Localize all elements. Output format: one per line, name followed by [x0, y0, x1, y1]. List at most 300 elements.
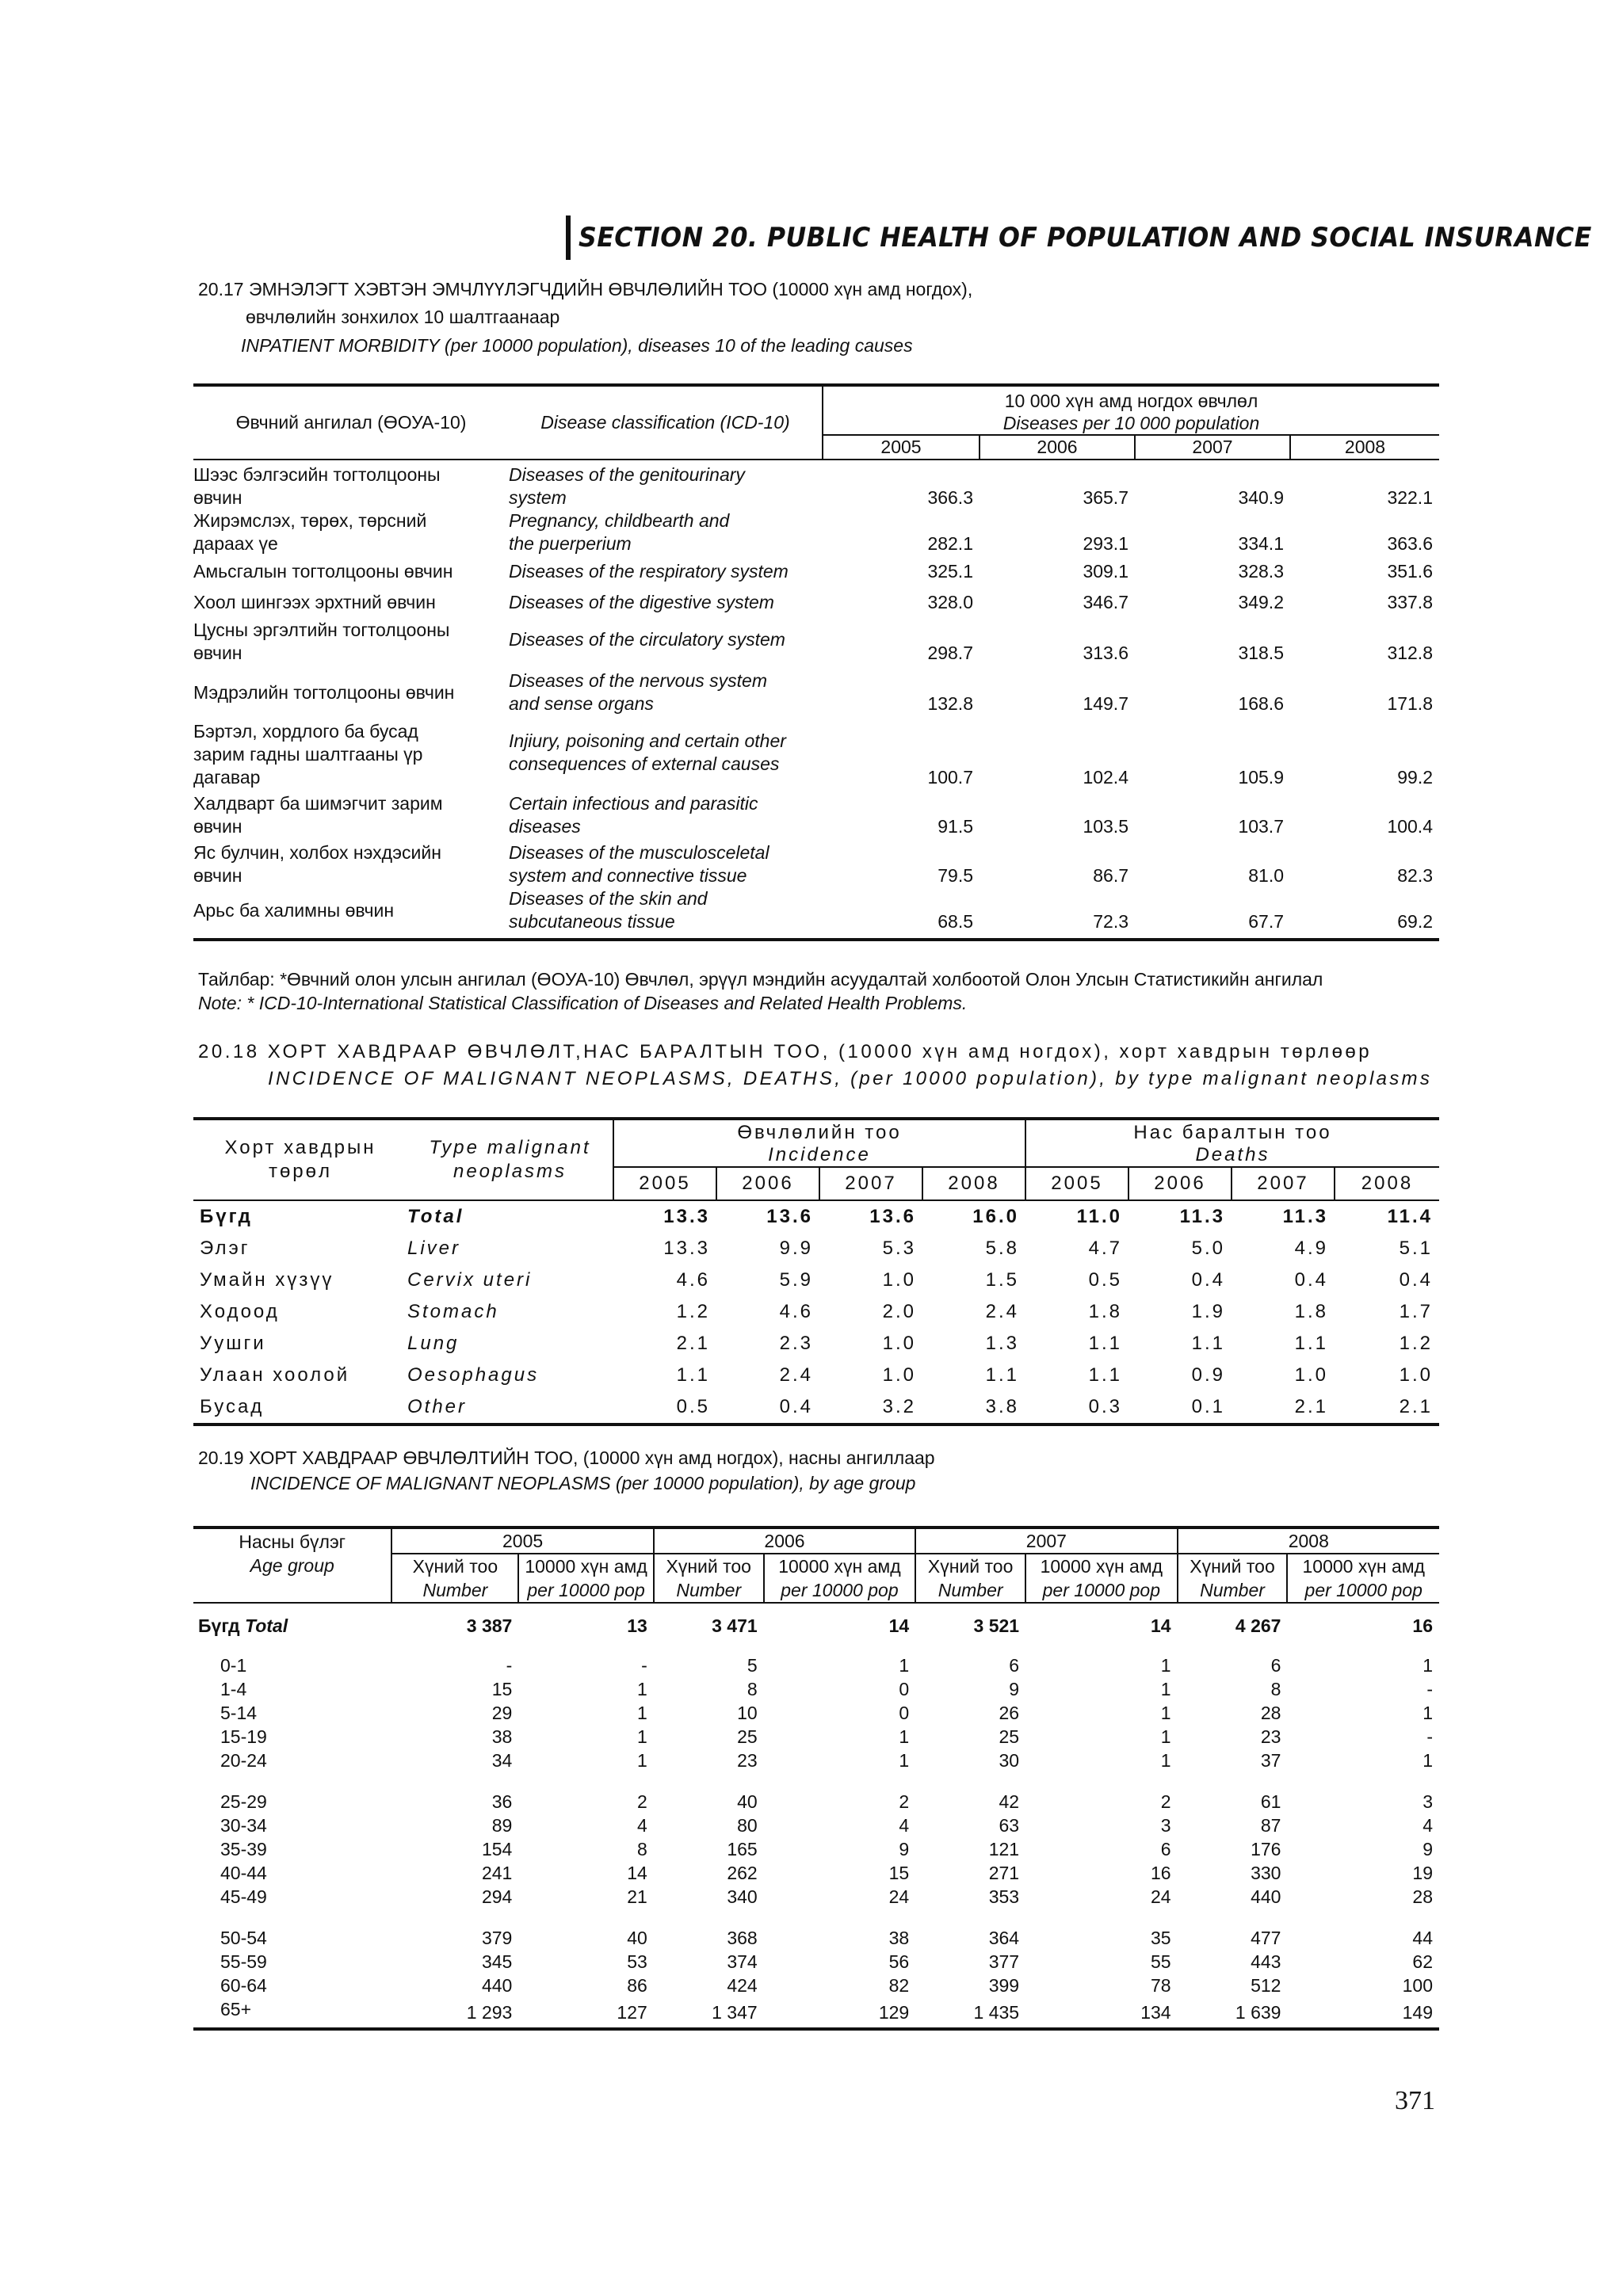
- cell: 63: [999, 1815, 1020, 1836]
- cell: 5.9: [779, 1269, 813, 1291]
- cell: 1.2: [676, 1301, 710, 1322]
- cell: 28: [1412, 1886, 1433, 1907]
- cell: 5.8: [985, 1238, 1019, 1259]
- cell: 1: [637, 1679, 647, 1699]
- t17-year: 2005: [823, 435, 980, 460]
- cell: 10: [737, 1703, 758, 1723]
- cell: 40: [627, 1928, 647, 1948]
- age-group-label: 35-39: [220, 1839, 267, 1859]
- cell: 8: [747, 1679, 758, 1699]
- cell: 15: [491, 1679, 513, 1699]
- cell: 13.3: [663, 1238, 710, 1259]
- age-group-label: 45-49: [220, 1886, 267, 1907]
- cell: 13.6: [766, 1206, 813, 1227]
- cell: 5.3: [882, 1238, 916, 1259]
- cell: 9: [1423, 1839, 1433, 1859]
- group-spacer: [193, 1772, 1439, 1790]
- cell: 1.8: [1294, 1301, 1328, 1322]
- cell: 1 435: [973, 2002, 1020, 2023]
- cell: 1: [1423, 1703, 1433, 1723]
- cell: 9: [1009, 1679, 1020, 1699]
- cell: 21: [627, 1886, 647, 1907]
- cell: 337.8: [1387, 592, 1433, 612]
- row-label-mn: дагавар: [193, 767, 261, 788]
- page-number: 371: [1395, 2086, 1435, 2115]
- cell: 322.1: [1387, 487, 1433, 508]
- cell: 3 521: [973, 1615, 1020, 1636]
- cell: 293.1: [1083, 533, 1128, 554]
- t18-year: 2007: [819, 1167, 922, 1200]
- t19-sub-rate-mn: 10000 хүн амд: [525, 1556, 647, 1577]
- row-label-mn: Яс булчин, холбох нэхдэсийн: [193, 842, 441, 863]
- t19-sub-header-row: [193, 1554, 1439, 1603]
- table-row: [193, 555, 1439, 583]
- t17-header-row: [193, 385, 1439, 435]
- t18-title-mn: 20.18 ХОРТ ХАВДРААР ӨВЧЛӨЛТ,НАС БАРАЛТЫН ТОО, (10000 хүн амд ногдох), хорт хавдрын төрлөөр: [198, 1041, 1373, 1062]
- cell: 11.0: [1076, 1206, 1122, 1227]
- cell: 1: [1160, 1679, 1171, 1699]
- t19-sub-rate-mn: 10000 хүн амд: [1302, 1556, 1425, 1577]
- cell: 4: [1423, 1815, 1433, 1836]
- cell: 440: [1251, 1886, 1281, 1907]
- t18-year: 2007: [1232, 1167, 1335, 1200]
- row-label-mn: Жирэмслэх, төрөх, төрсний: [193, 510, 427, 531]
- t19-year-header-row: [193, 1527, 1439, 1554]
- cell: 241: [481, 1863, 513, 1883]
- row-label-mn: Бэртэл, хордлого ба бусад: [193, 721, 418, 742]
- cell: 14: [888, 1615, 910, 1636]
- inpatient-morbidity-table: [193, 383, 1439, 941]
- cell: 1.0: [882, 1364, 916, 1386]
- cell: 443: [1251, 1951, 1281, 1972]
- age-group-label: 1-4: [220, 1679, 247, 1699]
- cell: 1.8: [1088, 1301, 1122, 1322]
- cell: 2.1: [676, 1333, 710, 1354]
- t18-col-en-1: Type malignant: [429, 1137, 591, 1158]
- cell: 1.5: [985, 1269, 1019, 1291]
- cell: 365.7: [1083, 487, 1128, 508]
- cell: 424: [727, 1975, 758, 1996]
- row-label-en: Stomach: [407, 1301, 499, 1322]
- table-row: [193, 1950, 1439, 1974]
- row-label-en: Other: [407, 1396, 468, 1417]
- row-label-mn: Умайн хүзүү: [200, 1269, 334, 1291]
- cell: 1.9: [1191, 1301, 1225, 1322]
- cell: 11.4: [1387, 1206, 1433, 1227]
- t19-body: [193, 1638, 1439, 2029]
- cell: 79.5: [938, 865, 973, 886]
- cell: 1: [899, 1655, 910, 1676]
- cell: 55: [1150, 1951, 1171, 1972]
- cell: 368: [727, 1928, 758, 1948]
- cell: 13.3: [663, 1206, 710, 1227]
- cell: 82.3: [1397, 865, 1433, 886]
- cell: 3.2: [882, 1396, 916, 1417]
- cell: 168.6: [1238, 693, 1284, 714]
- cell: 2.4: [985, 1301, 1019, 1322]
- malignant-neoplasms-age-table: [193, 1526, 1439, 2031]
- cell: 1: [637, 1750, 647, 1771]
- row-label-en: and sense organs: [509, 693, 654, 714]
- t17-col-mn: Өвчний ангилал (ӨОУА-10): [193, 385, 509, 460]
- table-row: [193, 460, 1439, 509]
- t19-title-mn: 20.19 ХОРТ ХАВДРААР ӨВЧЛӨЛТИЙН ТОО, (10000 хүн амд ногдох), насны ангиллаар: [198, 1447, 935, 1468]
- cell: 1.0: [1294, 1364, 1328, 1386]
- t18-deaths-mn: Нас баралтын тоо: [1133, 1122, 1332, 1143]
- cell: 87: [1260, 1815, 1281, 1836]
- cell: 345: [481, 1951, 513, 1972]
- cell: 68.5: [823, 887, 980, 940]
- cell: 100: [1402, 1975, 1433, 1996]
- cell: 38: [888, 1928, 910, 1948]
- cell: 81.0: [1248, 865, 1284, 886]
- cell: 353: [988, 1886, 1020, 1907]
- table-row: [193, 887, 1439, 940]
- row-label-mn: Улаан хоолой: [200, 1364, 350, 1386]
- row-label-mn: Халдварт ба шимэгчит зарим: [193, 793, 443, 814]
- row-label-en: consequences of external causes: [509, 753, 780, 774]
- cell: 15: [888, 1863, 910, 1883]
- row-label-mn: Цусны эргэлтийн тогтолцооны: [193, 620, 450, 640]
- cell: 26: [999, 1703, 1020, 1723]
- cell: -: [506, 1655, 513, 1676]
- cell: 132.8: [927, 693, 973, 714]
- t18-year: 2005: [613, 1167, 716, 1200]
- cell: 318.5: [1238, 643, 1284, 663]
- cell: 325.1: [927, 561, 973, 582]
- table-row: [193, 1677, 1439, 1701]
- table-row: [193, 583, 1439, 614]
- cell: 56: [888, 1951, 910, 1972]
- table-row: [193, 665, 1439, 715]
- cell: 3.8: [985, 1396, 1019, 1417]
- cell: 4 267: [1235, 1615, 1281, 1636]
- cell: 0.1: [1191, 1396, 1225, 1417]
- t17-year: 2007: [1135, 435, 1290, 460]
- cell: 271: [988, 1863, 1020, 1883]
- row-label-mn: Бусад: [200, 1396, 265, 1417]
- cell: 11.3: [1179, 1206, 1225, 1227]
- t19-sub-rate-mn: 10000 хүн амд: [778, 1556, 901, 1577]
- cell: 2.1: [1294, 1396, 1328, 1417]
- cell: 72.3: [980, 887, 1135, 940]
- cell: 103.5: [1083, 816, 1128, 837]
- cell: 1.1: [1294, 1333, 1328, 1354]
- table-row: [193, 789, 1439, 838]
- row-label-mn: өвчин: [193, 816, 242, 837]
- cell: 340.9: [1238, 487, 1284, 508]
- t19-year: 2007: [915, 1527, 1177, 1554]
- row-label-en: Diseases of the respiratory system: [509, 561, 789, 582]
- cell: 35: [1150, 1928, 1171, 1948]
- cell: 61: [1260, 1791, 1281, 1812]
- cell: 8: [1270, 1679, 1281, 1699]
- table-row: [193, 1885, 1439, 1909]
- cell: 346.7: [1083, 592, 1128, 612]
- cell: 121: [988, 1839, 1020, 1859]
- cell: 0: [899, 1703, 910, 1723]
- row-label-mn: Бүгд: [200, 1206, 253, 1227]
- cell: 6: [1160, 1839, 1171, 1859]
- cell: 477: [1251, 1928, 1281, 1948]
- table-row: [193, 1200, 1439, 1233]
- cell: 103.7: [1238, 816, 1284, 837]
- cell: 38: [491, 1726, 513, 1747]
- t19-year: 2008: [1178, 1527, 1439, 1554]
- cell: 312.8: [1387, 643, 1433, 663]
- cell: 379: [481, 1928, 513, 1948]
- table-row: [193, 1296, 1439, 1328]
- cell: 16: [1150, 1863, 1171, 1883]
- t19-total-row: [193, 1614, 1439, 1638]
- age-group-label: 30-34: [220, 1815, 267, 1836]
- cell: 149.7: [1083, 693, 1128, 714]
- cell: 30: [999, 1750, 1020, 1771]
- row-label-en: Pregnancy, childbearth and: [509, 510, 730, 531]
- cell: 377: [988, 1951, 1020, 1972]
- age-group-label: 40-44: [220, 1863, 267, 1883]
- row-label-en: Liver: [407, 1238, 461, 1259]
- cell: 16.0: [972, 1206, 1019, 1227]
- t17-title-mn-2: өвчлөлийн зонхилох 10 шалтгаанаар: [246, 307, 560, 327]
- table-row: [193, 1749, 1439, 1772]
- table-row: [193, 1861, 1439, 1885]
- t18-col-en-2: neoplasms: [453, 1161, 567, 1182]
- t17-year: 2006: [980, 435, 1135, 460]
- row-label-en: Cervix uteri: [407, 1269, 533, 1291]
- row-label-mn: Амьсгалын тогтолцооны өвчин: [193, 561, 453, 582]
- row-label-en: Diseases of the circulatory system: [509, 628, 785, 650]
- row-label-mn: Хоол шингээх эрхтний өвчин: [193, 592, 436, 612]
- cell: 1.1: [1191, 1333, 1225, 1354]
- age-group-label: 25-29: [220, 1791, 267, 1812]
- cell: -: [1426, 1679, 1433, 1699]
- cell: 4.9: [1294, 1238, 1328, 1259]
- row-label-en: Injiury, poisoning and certain other: [509, 730, 786, 751]
- cell: 100.7: [927, 767, 973, 788]
- t17-title-en: INPATIENT MORBIDITY (per 10000 population), diseases 10 of the leading causes: [241, 335, 913, 356]
- cell: 24: [1150, 1886, 1171, 1907]
- cell: 16: [1412, 1615, 1433, 1636]
- cell: 1 639: [1235, 2002, 1281, 2023]
- cell: 374: [727, 1951, 758, 1972]
- row-label-mn: Мэдрэлийн тогтолцооны өвчин: [193, 681, 455, 703]
- t18-incidence-mn: Өвчлөлийн тоо: [737, 1122, 902, 1143]
- table-row: [193, 1837, 1439, 1861]
- cell: 3 387: [466, 1615, 513, 1636]
- cell: 3: [1160, 1815, 1171, 1836]
- section-header: [566, 215, 1623, 260]
- t17-group-en: Diseases per 10 000 population: [1002, 413, 1260, 433]
- row-label-en: Diseases of the nervous system: [509, 670, 767, 691]
- cell: 37: [1260, 1750, 1281, 1771]
- cell: 40: [737, 1791, 758, 1812]
- section-title: SECTION 20. PUBLIC HEALTH OF POPULATION AND SOCIAL INSURANCE: [579, 222, 1592, 254]
- t18-header-row: [193, 1119, 1439, 1167]
- table-row: [193, 1997, 1439, 2029]
- t19-total-mn: Бүгд: [198, 1615, 240, 1636]
- cell: 2.0: [882, 1301, 916, 1322]
- cell: 2.3: [779, 1333, 813, 1354]
- row-label-mn: дараах үе: [193, 533, 278, 554]
- cell: 2.1: [1399, 1396, 1433, 1417]
- t18-year: 2008: [922, 1167, 1025, 1200]
- t17-year: 2008: [1290, 435, 1439, 460]
- cell: 13.6: [869, 1206, 916, 1227]
- cell: 154: [481, 1839, 513, 1859]
- cell: 5: [747, 1655, 758, 1676]
- row-label-mn: өвчин: [193, 643, 242, 663]
- cell: 127: [617, 2002, 647, 2023]
- row-label-en: system: [509, 487, 567, 508]
- cell: 298.7: [927, 643, 973, 663]
- cell: 2.4: [779, 1364, 813, 1386]
- cell: 0.5: [676, 1396, 710, 1417]
- row-label-en: Oesophagus: [407, 1364, 540, 1386]
- cell: 82: [888, 1975, 910, 1996]
- cell: 1: [1423, 1750, 1433, 1771]
- cell: 349.2: [1238, 592, 1284, 612]
- cell: 1.1: [1088, 1333, 1122, 1354]
- cell: 4: [637, 1815, 647, 1836]
- table-row: [193, 1264, 1439, 1296]
- cell: 25: [737, 1726, 758, 1747]
- cell: 440: [481, 1975, 513, 1996]
- age-group-label: 50-54: [220, 1928, 267, 1948]
- t17-note-mn: Тайлбар: *Өвчний олон улсын ангилал (ӨОУА-10) Өвчлөл, эрүүл мэндийн асуудалтай холбоотой Олон Улсын Статистикийн ангилал: [198, 969, 1323, 990]
- table-row: [193, 1391, 1439, 1425]
- row-label-en: subcutaneous tissue: [509, 911, 675, 932]
- cell: 1.0: [882, 1269, 916, 1291]
- cell: 2: [1160, 1791, 1171, 1812]
- cell: 102.4: [1083, 767, 1128, 788]
- row-label-en: Diseases of the musculosceletal: [509, 842, 769, 863]
- cell: 0.5: [1088, 1269, 1122, 1291]
- cell: 1.3: [985, 1333, 1019, 1354]
- row-label-en: Total: [407, 1206, 464, 1227]
- row-label-mn: Ходоод: [200, 1301, 280, 1322]
- cell: 364: [988, 1928, 1020, 1948]
- cell: 313.6: [1083, 643, 1128, 663]
- cell: 1: [1160, 1726, 1171, 1747]
- cell: 1.2: [1399, 1333, 1433, 1354]
- table-row: [193, 509, 1439, 555]
- row-label-mn: зарим гадны шалтгааны үр: [193, 744, 423, 765]
- age-group-label: 20-24: [220, 1750, 267, 1771]
- cell: 42: [999, 1791, 1020, 1812]
- row-label-en: Certain infectious and parasitic: [509, 793, 758, 814]
- cell: -: [641, 1655, 647, 1676]
- cell: 0.4: [1399, 1269, 1433, 1291]
- cell: 4.7: [1088, 1238, 1122, 1259]
- cell: 89: [491, 1815, 513, 1836]
- age-group-label: 5-14: [220, 1703, 258, 1723]
- cell: 294: [481, 1886, 513, 1907]
- cell: 1: [1423, 1655, 1433, 1676]
- cell: 78: [1150, 1975, 1171, 1996]
- t19-sub-num-en: Number: [422, 1580, 488, 1600]
- cell: 2: [899, 1791, 910, 1812]
- t18-incidence-header: [613, 1119, 1025, 1167]
- cell: 1.1: [676, 1364, 710, 1386]
- t18-col-en: [407, 1119, 613, 1200]
- t19-col-mn: Насны бүлэг: [239, 1531, 346, 1552]
- t19-sub-num-en: Number: [1200, 1580, 1265, 1600]
- cell: 86.7: [1093, 865, 1128, 886]
- row-label-mn: өвчин: [193, 487, 242, 508]
- cell: 14: [1150, 1615, 1171, 1636]
- cell: 366.3: [927, 487, 973, 508]
- t18-year: 2005: [1025, 1167, 1128, 1200]
- cell: 165: [727, 1839, 758, 1859]
- cell: 9: [899, 1839, 910, 1859]
- row-label-mn: Элэг: [200, 1238, 250, 1259]
- table-row: [193, 614, 1439, 665]
- cell: 4.6: [779, 1301, 813, 1322]
- cell: 1: [899, 1726, 910, 1747]
- table-row: [193, 1974, 1439, 1997]
- cell: 1: [1160, 1655, 1171, 1676]
- cell: 4: [899, 1815, 910, 1836]
- cell: 9.9: [779, 1238, 813, 1259]
- row-label-mn: Шээс бэлгэсийн тогтолцооны: [193, 464, 441, 485]
- t17-group-header: [823, 385, 1439, 435]
- row-label-en: diseases: [509, 816, 581, 837]
- t18-deaths-header: [1025, 1119, 1439, 1167]
- cell: 1: [1160, 1750, 1171, 1771]
- cell: 1: [1160, 1703, 1171, 1723]
- cell: 23: [737, 1750, 758, 1771]
- row-label-en: Diseases of the skin and: [509, 888, 708, 909]
- cell: 91.5: [938, 816, 973, 837]
- table-row: [193, 1725, 1439, 1749]
- row-label-mn: Уушги: [200, 1333, 266, 1354]
- table-row: [193, 838, 1439, 887]
- cell: 334.1: [1238, 533, 1284, 554]
- cell: 134: [1140, 2002, 1171, 2023]
- cell: 1.0: [1399, 1364, 1433, 1386]
- cell: 8: [637, 1839, 647, 1859]
- t19-sub-rate-en: per 10000 pop: [781, 1580, 899, 1600]
- age-group-label: 55-59: [220, 1951, 267, 1972]
- cell: 328.0: [927, 592, 973, 612]
- table-row: [193, 1814, 1439, 1837]
- cell: 67.7: [1135, 887, 1290, 940]
- row-label-en: the puerperium: [509, 533, 632, 554]
- cell: 1.0: [882, 1333, 916, 1354]
- t18-year: 2008: [1335, 1167, 1439, 1200]
- cell: 340: [727, 1886, 758, 1907]
- cell: 24: [888, 1886, 910, 1907]
- cell: 13: [627, 1615, 647, 1636]
- cell: 6: [1009, 1655, 1020, 1676]
- cell: 330: [1251, 1863, 1281, 1883]
- row-label-mn: Арьс ба халимны өвчин: [193, 899, 395, 921]
- cell: 28: [1260, 1703, 1281, 1723]
- table-row: [193, 715, 1439, 789]
- cell: 100.4: [1387, 816, 1433, 837]
- cell: 351.6: [1387, 561, 1433, 582]
- malignant-neoplasms-type-table: [193, 1117, 1439, 1426]
- row-label-en: system and connective tissue: [509, 865, 747, 886]
- table-row: [193, 1233, 1439, 1264]
- t19-sub-num-mn: Хүний тоо: [412, 1556, 498, 1577]
- t18-year: 2006: [716, 1167, 819, 1200]
- table-row: [193, 1328, 1439, 1360]
- cell: 0.4: [779, 1396, 813, 1417]
- t18-col-mn-1: Хорт хавдрын: [224, 1137, 376, 1158]
- cell: 62: [1412, 1951, 1433, 1972]
